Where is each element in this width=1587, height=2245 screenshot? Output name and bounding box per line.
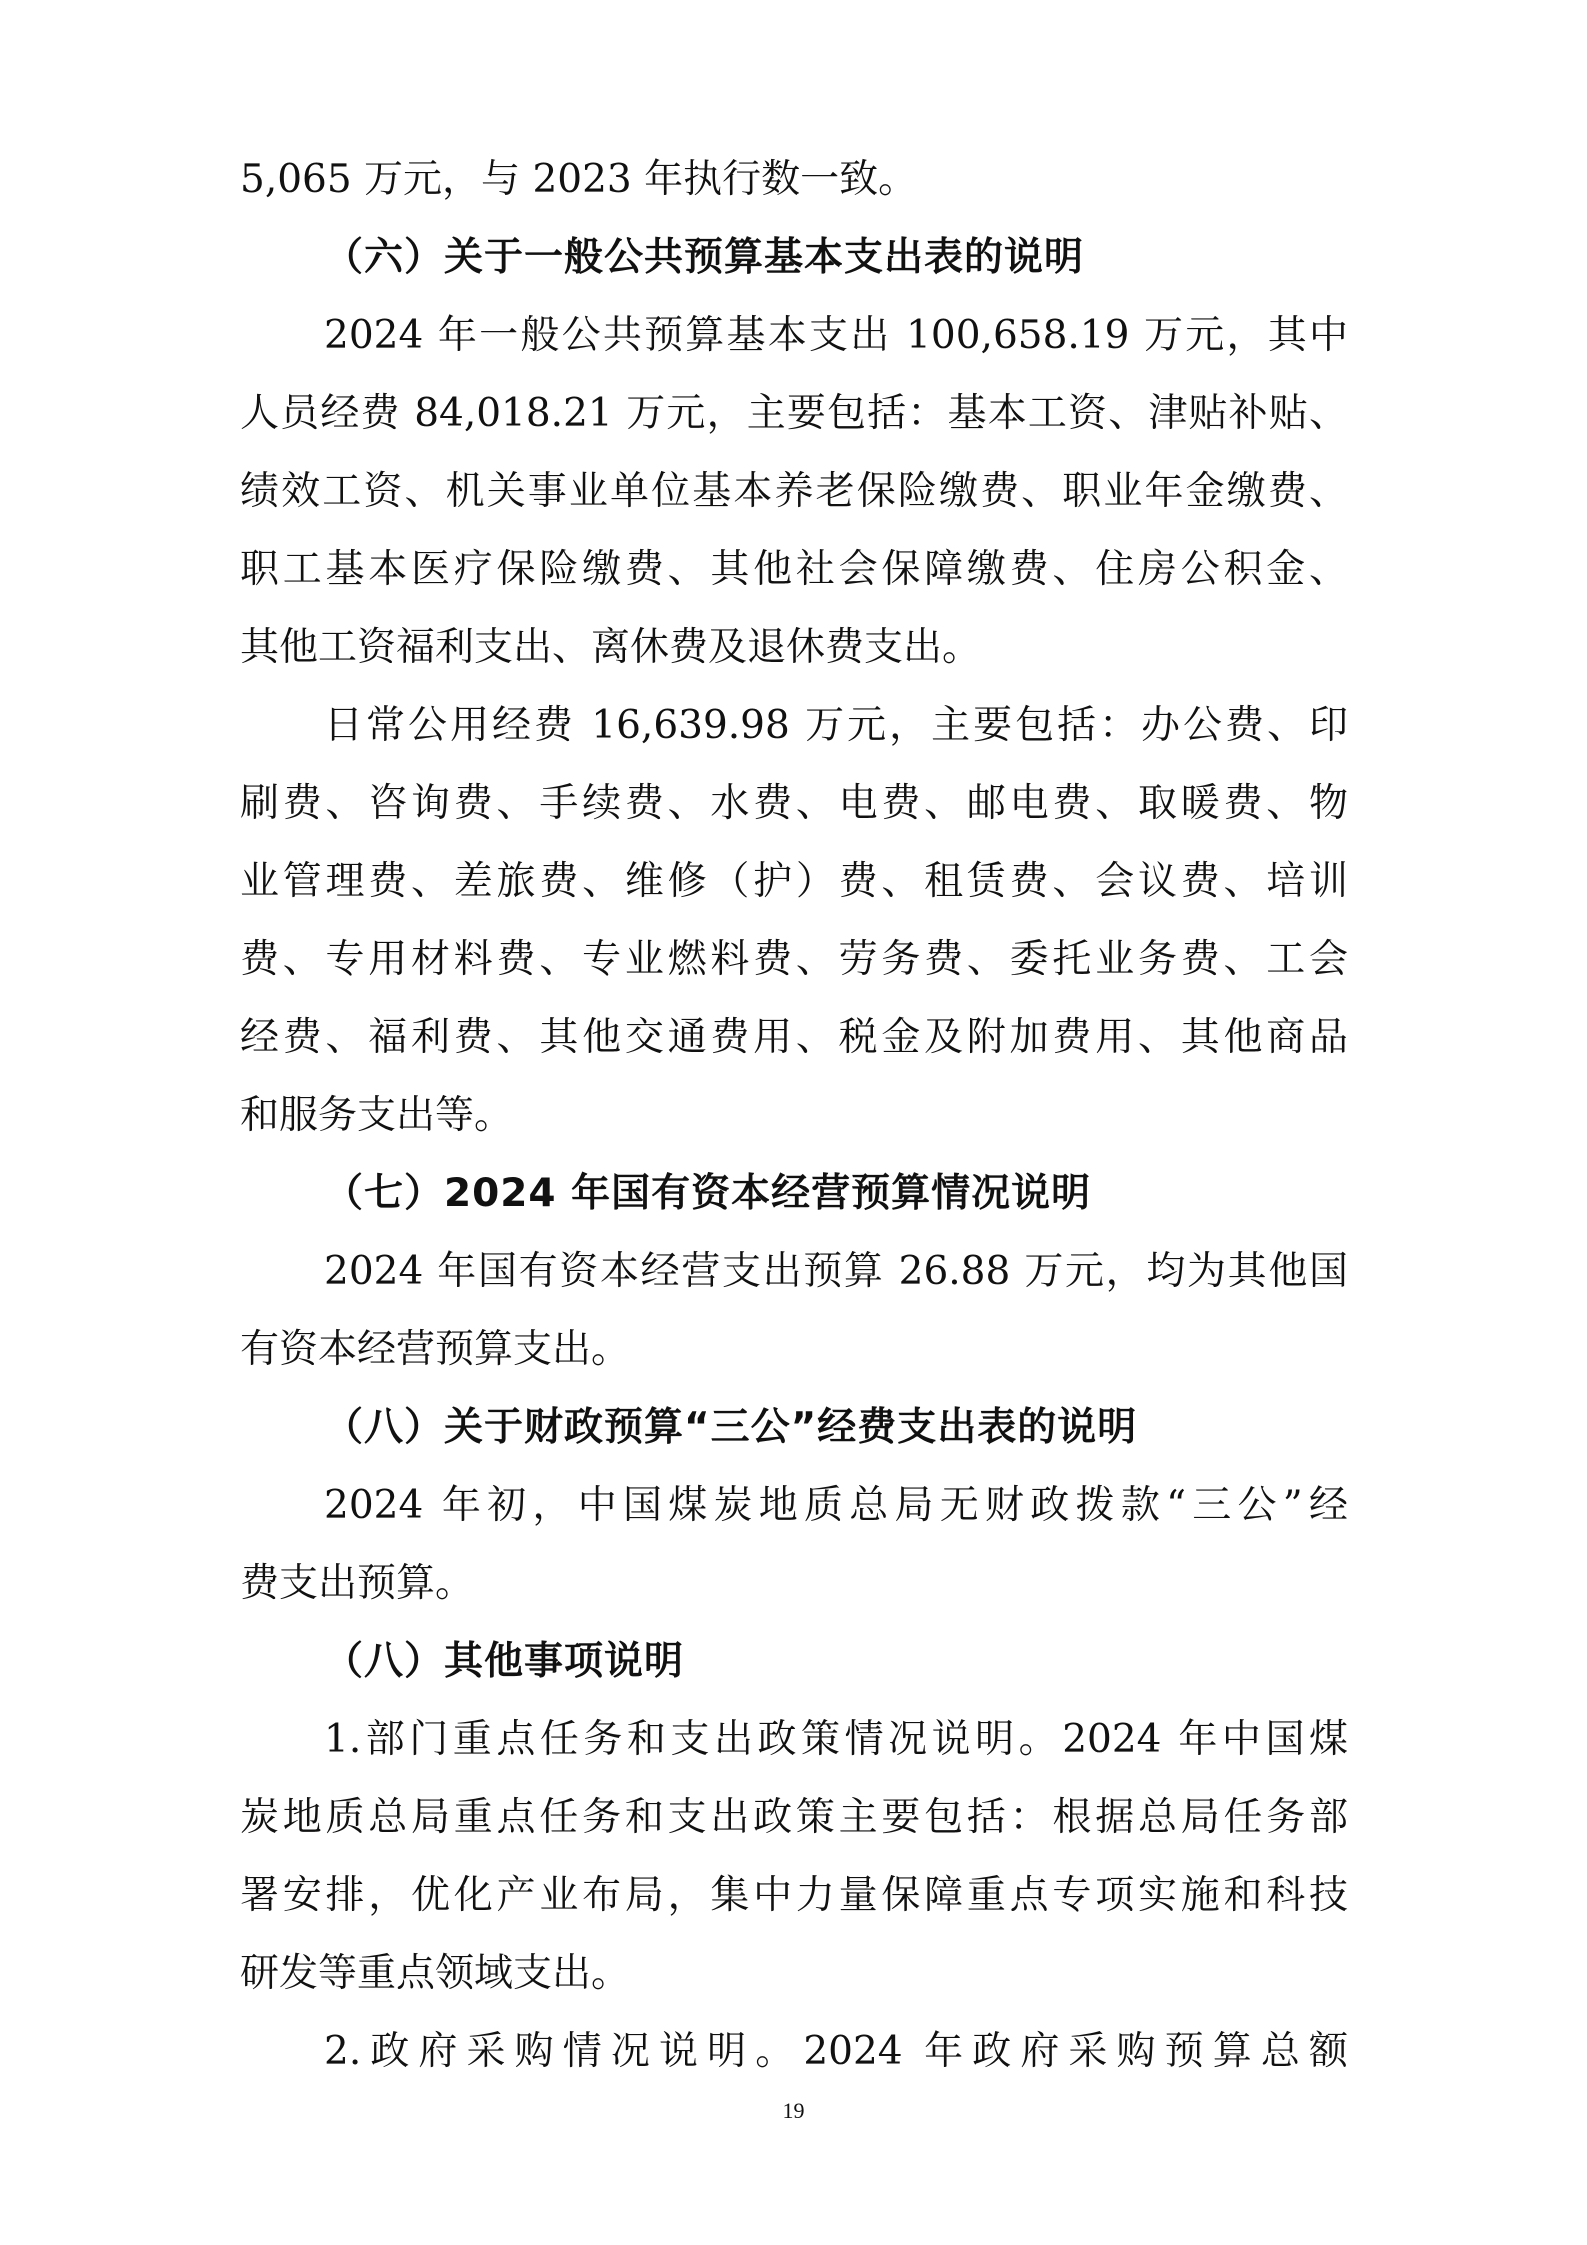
paragraph-line: 人员经费 84,018.21 万元，主要包括：基本工资、津贴补贴、: [240, 391, 1348, 436]
page-number: 19: [782, 2098, 805, 2123]
section-heading-seven: （七）2024 年国有资本经营预算情况说明: [324, 1171, 1092, 1216]
paragraph-line: 2024 年初，中国煤炭地质总局无财政拨款“三公”经: [324, 1483, 1348, 1528]
paragraph-line: 5,065 万元，与 2023 年执行数一致。: [240, 157, 918, 202]
section-heading-eight: （八）关于财政预算“三公”经费支出表的说明: [324, 1405, 1138, 1450]
paragraph-line: 和服务支出等。: [240, 1093, 514, 1138]
paragraph-line: 有资本经营预算支出。: [240, 1327, 631, 1372]
section-heading-six: （六）关于一般公共预算基本支出表的说明: [324, 235, 1085, 280]
paragraph-line: 1.部门重点任务和支出政策情况说明。2024 年中国煤: [324, 1717, 1348, 1762]
section-heading-other: （八）其他事项说明: [324, 1639, 685, 1684]
paragraph-line: 2.政府采购情况说明。2024 年政府采购预算总额: [324, 2029, 1348, 2074]
paragraph-line: 日常公用经费 16,639.98 万元，主要包括：办公费、印: [324, 703, 1348, 748]
paragraph-line: 费、专用材料费、专业燃料费、劳务费、委托业务费、工会: [240, 937, 1348, 982]
paragraph-line: 绩效工资、机关事业单位基本养老保险缴费、职业年金缴费、: [240, 469, 1348, 514]
paragraph-line: 2024 年国有资本经营支出预算 26.88 万元，均为其他国: [324, 1249, 1348, 1294]
paragraph-line: 刷费、咨询费、手续费、水费、电费、邮电费、取暖费、物: [240, 781, 1348, 826]
paragraph-line: 炭地质总局重点任务和支出政策主要包括：根据总局任务部: [240, 1795, 1348, 1840]
paragraph-line: 研发等重点领域支出。: [240, 1951, 631, 1996]
paragraph-line: 业管理费、差旅费、维修（护）费、租赁费、会议费、培训: [240, 859, 1348, 904]
paragraph-line: 经费、福利费、其他交通费用、税金及附加费用、其他商品: [240, 1015, 1348, 1060]
paragraph-line: 其他工资福利支出、离休费及退休费支出。: [240, 625, 982, 670]
paragraph-line: 署安排，优化产业布局，集中力量保障重点专项实施和科技: [240, 1873, 1348, 1918]
paragraph-line: 2024 年一般公共预算基本支出 100,658.19 万元，其中: [324, 313, 1348, 358]
paragraph-line: 费支出预算。: [240, 1561, 475, 1606]
paragraph-line: 职工基本医疗保险缴费、其他社会保障缴费、住房公积金、: [240, 547, 1348, 592]
